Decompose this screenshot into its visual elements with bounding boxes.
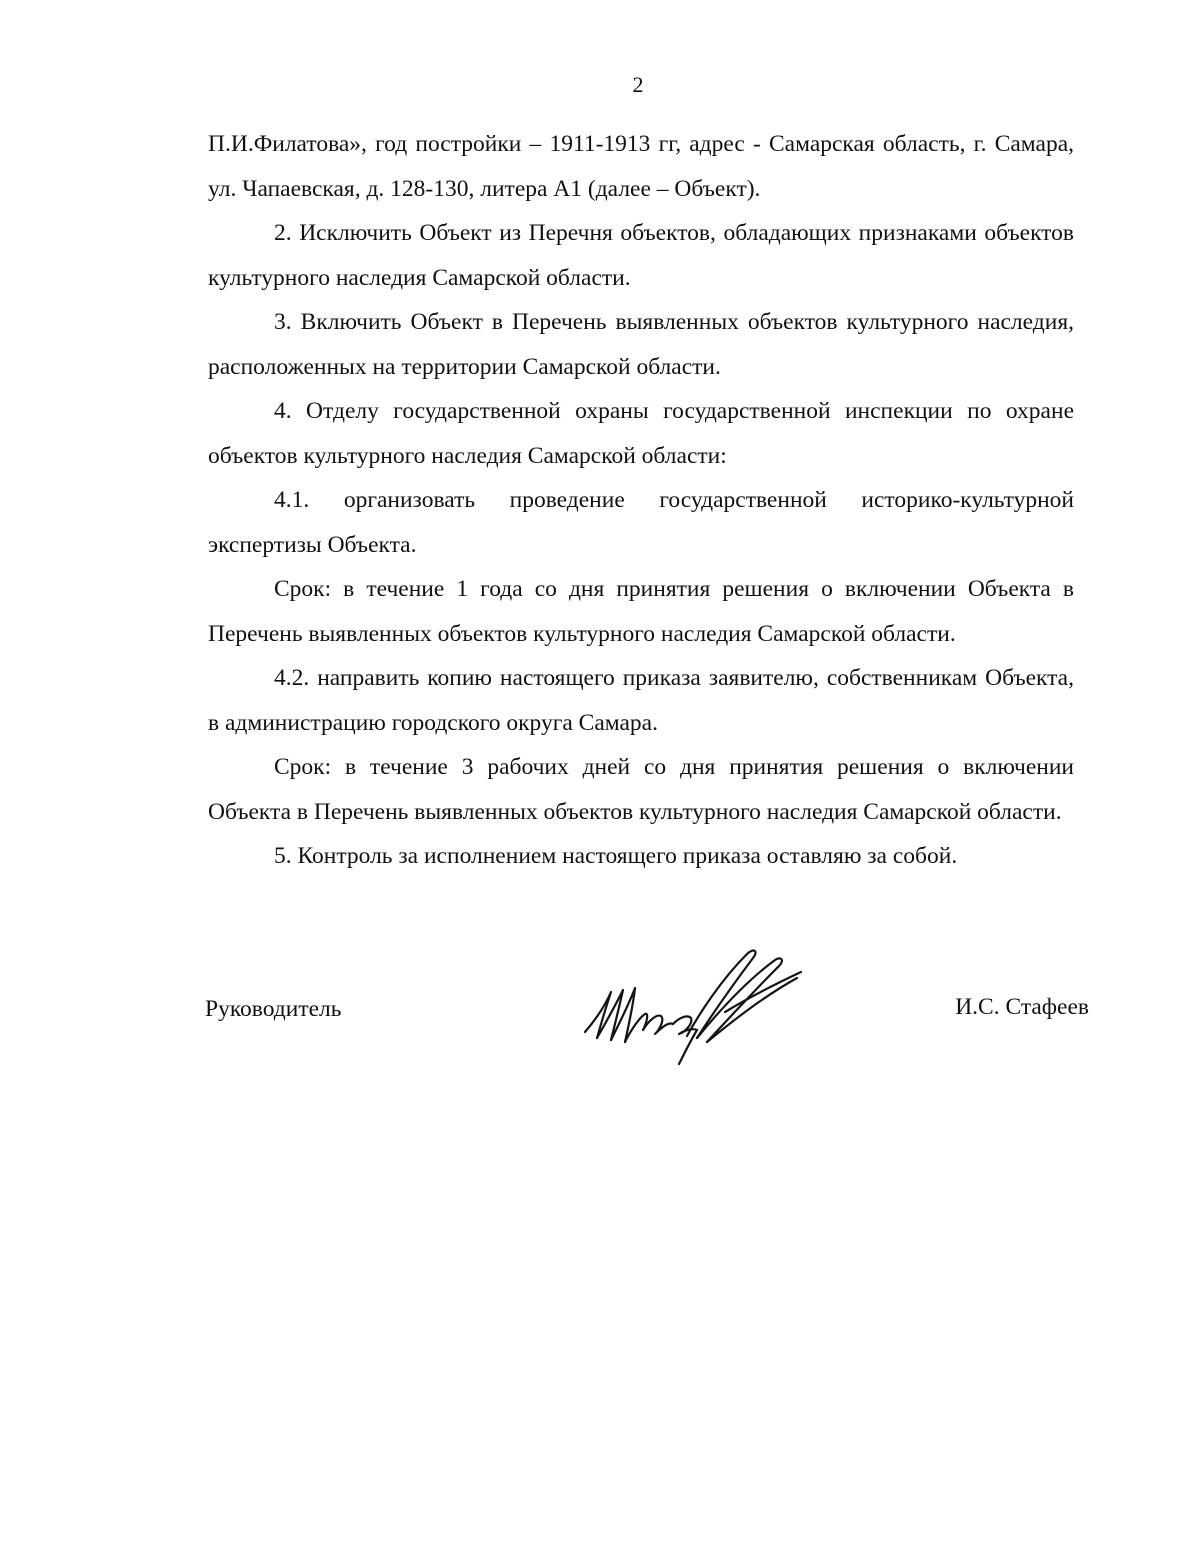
- paragraph-item-5: 5. Контроль за исполнением настоящего приказа оставляю за собой.: [274, 843, 958, 869]
- signer-role: Руководитель: [205, 996, 342, 1022]
- page-number: 2: [632, 72, 644, 97]
- paragraph-item-2: 2. Исключить Объект из Перечня объектов, обладающих признаками объектов культурного наследия Самарской области.: [208, 220, 1074, 291]
- signature-block: [205, 940, 1089, 1070]
- document-body: [208, 122, 1074, 879]
- paragraph-deadline-1: Срок: в течение 1 года со дня принятия решения о включении Объекта в Перечень выявленных объектов культурного наследия Самарской области.: [208, 576, 1074, 647]
- paragraph-item-4-2: 4.2. направить копию настоящего приказа заявителю, собственникам Объекта, в администрацию городского округа Самара.: [208, 665, 1074, 736]
- paragraph-item-4: 4. Отделу государственной охраны государственной инспекции по охране объектов культурного наследия Самарской области:: [208, 398, 1074, 469]
- handwritten-signature: [575, 940, 815, 1070]
- signer-name: И.С. Стафеев: [955, 994, 1089, 1020]
- paragraph-item-4-1: 4.1. организовать проведение государственной историко-культурной экспертизы Объекта.: [208, 487, 1074, 558]
- paragraph-continuation: П.И.Филатова», год постройки – 1911-1913 гг, адрес - Самарская область, г. Самара, ул. Чапаевская, д. 128-130, литера А1 (далее – Объект).: [208, 131, 1074, 202]
- paragraph-deadline-2: Срок: в течение 3 рабочих дней со дня принятия решения о включении Объекта в Перечень выявленных объектов культурного наследия Самарской области.: [208, 754, 1074, 825]
- paragraph-item-3: 3. Включить Объект в Перечень выявленных объектов культурного наследия, расположенных на территории Самарской области.: [208, 309, 1074, 380]
